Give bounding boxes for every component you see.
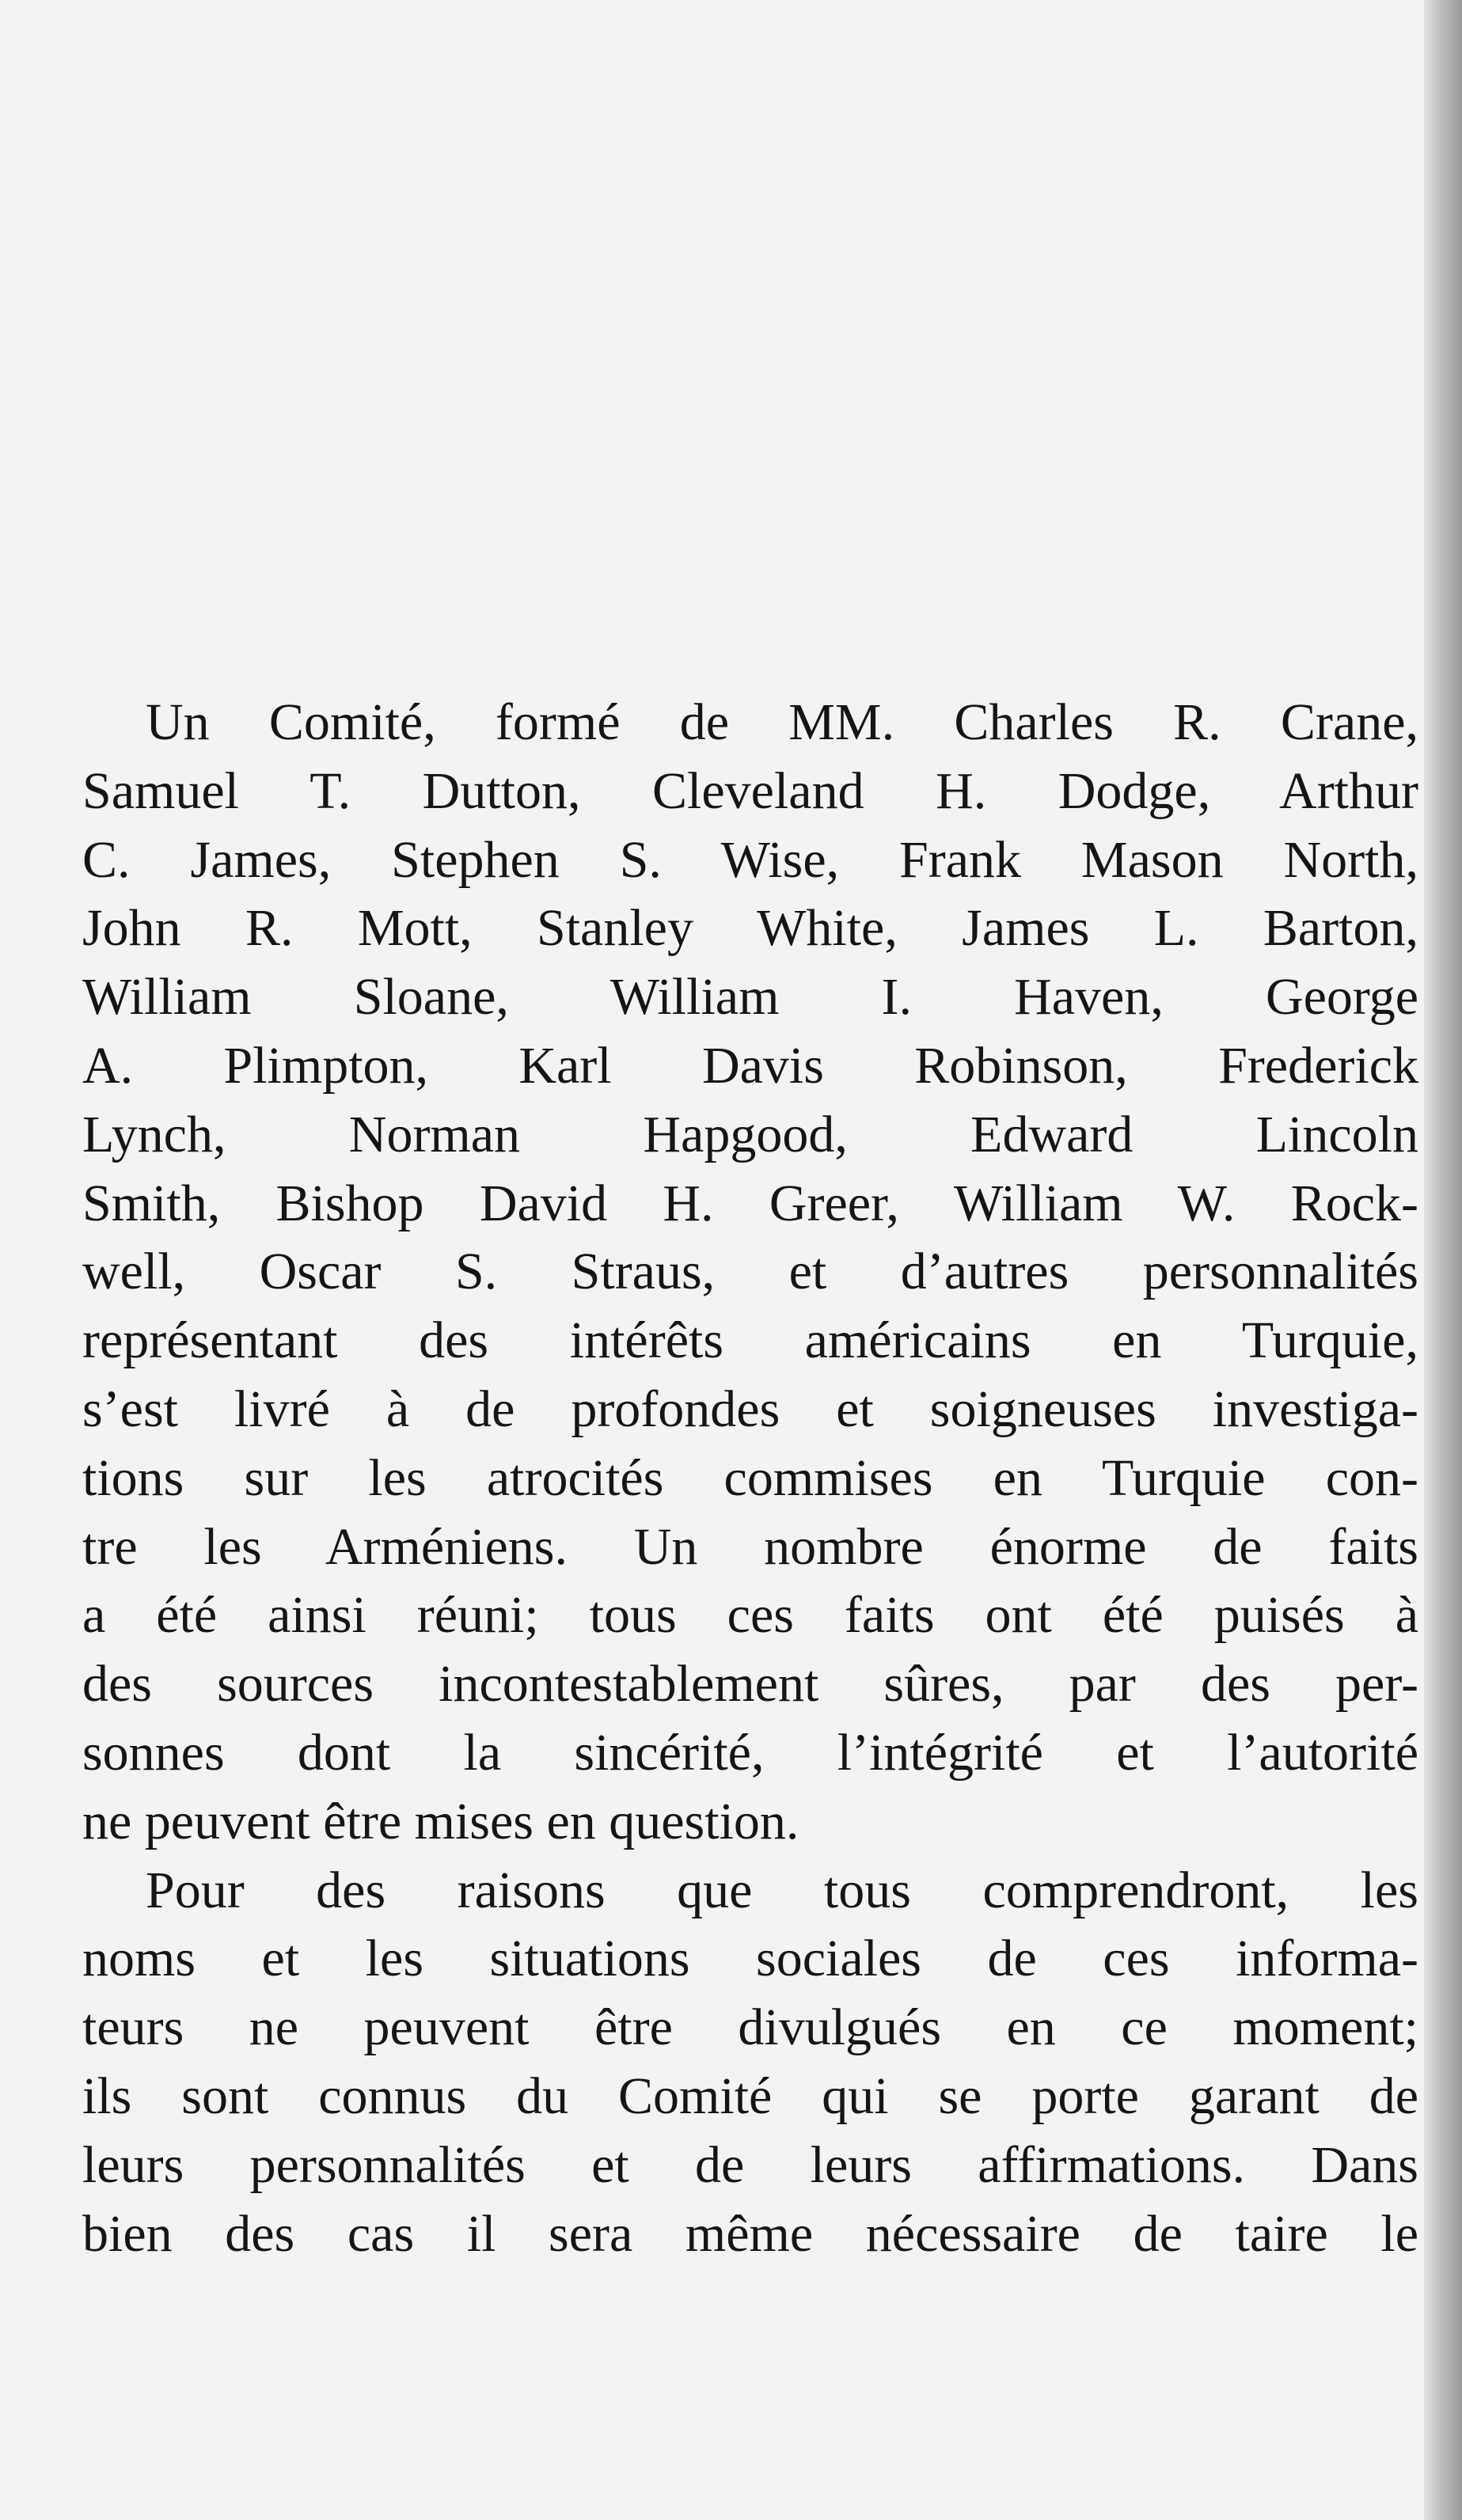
page-binding-edge <box>1424 0 1462 2520</box>
text-line: well, Oscar S. Straus, et d’autres personnalités <box>82 1243 1418 1301</box>
text-line: leurs personnalités et de leurs affirmations. Dans <box>82 2135 1418 2194</box>
text-line: tre les Arméniens. Un nombre énorme de faits <box>82 1517 1418 1576</box>
paragraph-2 <box>82 1857 1418 2269</box>
paragraph-1 <box>82 689 1418 1857</box>
text-line: A. Plimpton, Karl Davis Robinson, Frederick <box>82 1036 1418 1095</box>
text-line: Smith, Bishop David H. Greer, William W. Rock- <box>82 1174 1418 1232</box>
text-line: C. James, Stephen S. Wise, Frank Mason North, <box>82 830 1418 889</box>
body-text <box>82 689 1418 2268</box>
text-line: sonnes dont la sincérité, l’intégrité et l’autorité <box>82 1723 1418 1782</box>
text-line: teurs ne peuvent être divulgués en ce moment; <box>82 1998 1418 2057</box>
text-line: Pour des raisons que tous comprendront, les <box>146 1861 1418 1919</box>
text-line: Un Comité, formé de MM. Charles R. Crane, <box>146 693 1418 751</box>
text-line: représentant des intérêts américains en Turquie, <box>82 1311 1418 1370</box>
text-line: ils sont connus du Comité qui se porte garant de <box>82 2066 1418 2125</box>
text-line: Lynch, Norman Hapgood, Edward Lincoln <box>82 1105 1418 1163</box>
text-line: a été ainsi réuni; tous ces faits ont été puisés à <box>82 1586 1418 1645</box>
text-line: s’est livré à de profondes et soigneuses investiga- <box>82 1380 1418 1438</box>
text-line: bien des cas il sera même nécessaire de taire le <box>82 2204 1418 2263</box>
text-line: tions sur les atrocités commises en Turquie con- <box>82 1448 1418 1507</box>
text-line: William Sloane, William I. Haven, George <box>82 968 1418 1027</box>
text-line: noms et les situations sociales de ces informa- <box>82 1930 1418 1988</box>
text-line: John R. Mott, Stanley White, James L. Barton, <box>82 899 1418 958</box>
text-line: ne peuvent être mises en question. <box>82 1792 799 1850</box>
text-line: des sources incontestablement sûres, par des per- <box>82 1655 1418 1714</box>
text-line: Samuel T. Dutton, Cleveland H. Dodge, Arthur <box>82 761 1418 820</box>
